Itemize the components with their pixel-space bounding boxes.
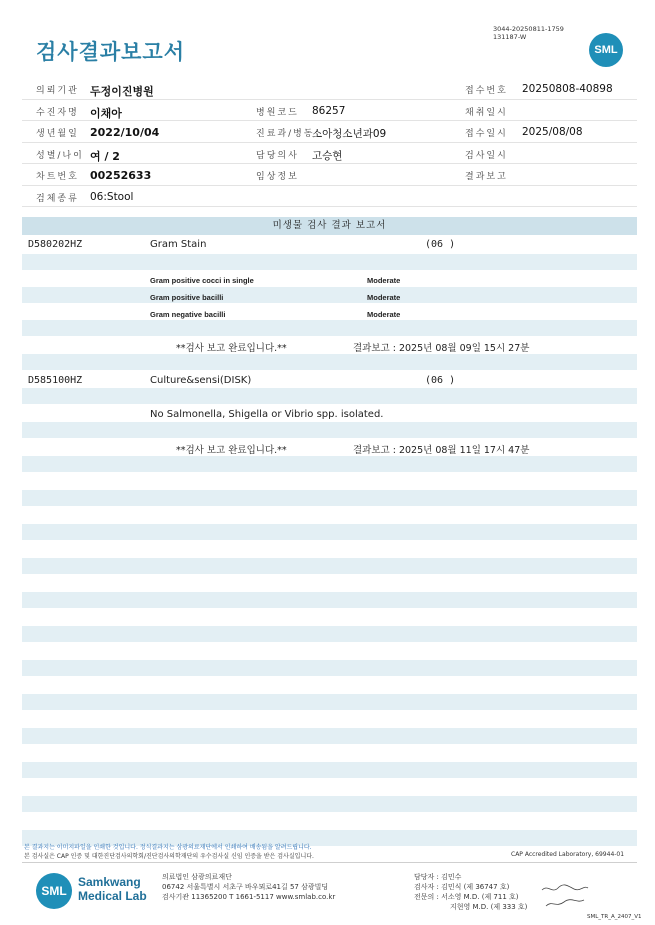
finding-item: Gram negative bacilli: [150, 310, 226, 319]
test-name: Culture&sensi(DISK): [150, 375, 252, 386]
info-row: 의뢰기관 두정이진병원 접수번호 20250808-40898: [22, 78, 637, 100]
document-number: 3044-20250811-1759 131187-W: [493, 25, 564, 41]
culture-comment: No Salmonella, Shigella or Vibrio spp. isolated.: [150, 409, 384, 420]
info-row: 성별/나이 여 / 2 담당의사 고승현 검사일시: [22, 143, 637, 165]
cap-accreditation: CAP Accredited Laboratory, 69944-01: [511, 851, 625, 858]
lab-name: Samkwang Medical Lab: [78, 875, 147, 903]
finding-result: Moderate: [367, 310, 401, 319]
finding-result: Moderate: [367, 293, 401, 302]
sml-logo: SML: [589, 33, 623, 67]
patient-info-table: [22, 78, 637, 207]
report-time: 결과보고 : 2025년 08월 09일 15시 27분: [353, 343, 530, 354]
finding-result: Moderate: [367, 276, 401, 285]
finding-item: Gram positive bacilli: [150, 293, 224, 302]
info-row: 생년월일 2022/10/04 진료과/병동 소아청소년과09 접수일시 2025/08/08: [22, 121, 637, 143]
print-notice: 본 결과지는 이미지파일을 인쇄한 것입니다. 정식결과지는 삼광의료재단에서 인쇄하여 배송됨을 알려드립니다.: [24, 844, 312, 851]
finding-item: Gram positive cocci in single: [150, 276, 254, 285]
specimen-code: (06 ): [425, 375, 456, 386]
test-name: Gram Stain: [150, 239, 207, 250]
report-time: 결과보고 : 2025년 08월 11일 17시 47분: [353, 445, 530, 456]
form-code: SML_TR_A_2407_V1: [587, 914, 642, 920]
test-code: D580202HZ: [28, 239, 83, 250]
microbiology-report: [22, 217, 637, 847]
lab-address: 의료법인 삼광의료재단 06742 서울특별시 서초구 바우뫼로41길 57 삼광빌딩 검사기관 11365200 T 1661-5117 www.smlab.co.kr: [162, 873, 336, 901]
info-row: 차트번호 00252633 임상정보 결과보고: [22, 164, 637, 186]
accreditation-notice: 본 검사실은 CAP 인증 및 대한진단검사의학회/진단검사의학재단의 우수검사실 신임 인증을 받은 검사실입니다.: [24, 853, 314, 860]
report-complete-note: **검사 보고 완료입니다.**: [176, 445, 287, 456]
page-title: 검사결과보고서: [36, 40, 186, 64]
signature-mark: [540, 882, 590, 914]
info-row: 검체종류 06:Stool: [22, 186, 637, 208]
staff-list: 담당자 : 김민수 검사자 : 김민식 (제 36747 호) 전문의 : 서소영 M.D. (제 711 호) 지현영 M.D. (제 333 호): [414, 873, 528, 911]
info-row: 수진자명 이채아 병원코드 86257 채취일시: [22, 100, 637, 122]
sml-logo-footer: SML: [36, 873, 72, 909]
report-heading: 미생물 검사 결과 보고서: [22, 217, 637, 235]
test-code: D585100HZ: [28, 375, 83, 386]
specimen-code: (06 ): [425, 239, 456, 250]
report-complete-note: **검사 보고 완료입니다.**: [176, 343, 287, 354]
